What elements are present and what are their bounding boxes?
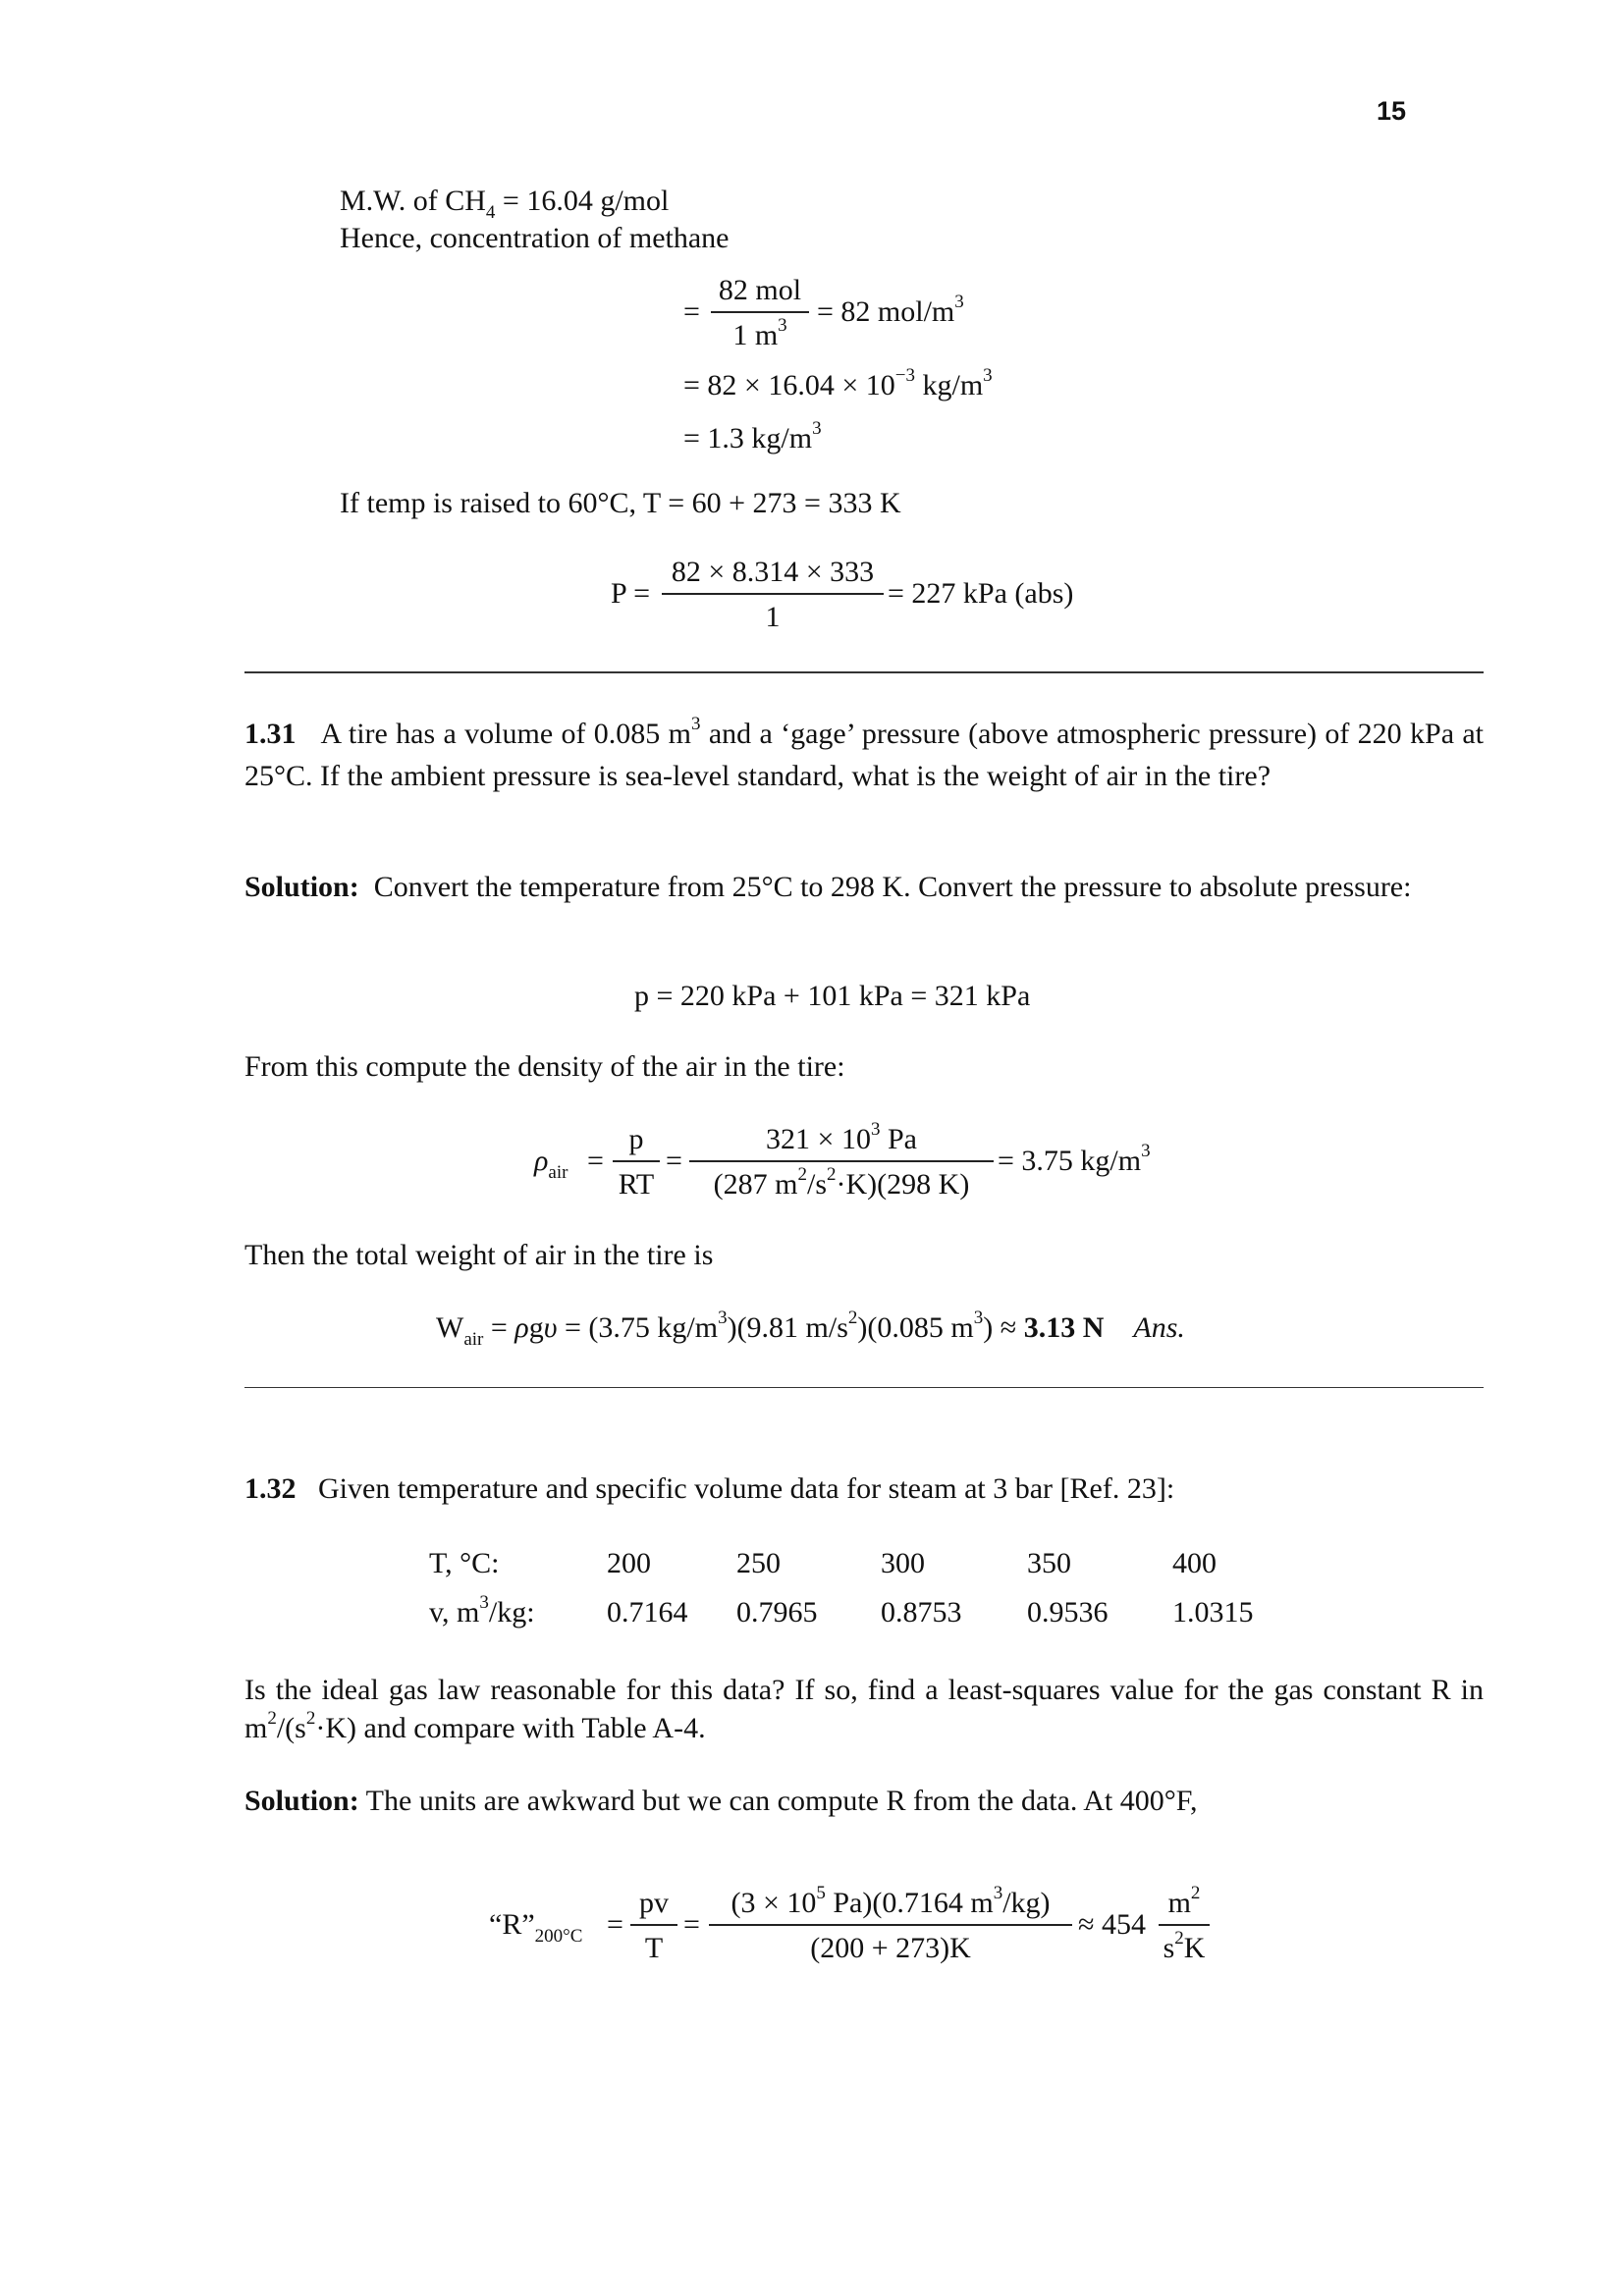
eq1-fraction: [711, 276, 809, 350]
problem-1-32-question: Is the ideal gas law reasonable for this data? If so, find a least-squares value for the gas constant R in $m^2/(s^2\cdot K)$ and compare with Table A-4.: [244, 1674, 1484, 1744]
density-intro: From this compute the density of the air in the tire:: [244, 1050, 845, 1083]
eq1-equals: =: [683, 295, 700, 328]
divider-2: [244, 1387, 1484, 1388]
problem-1-31-number: 1.31: [244, 718, 297, 750]
weight-equation: $W_{air} = \rho g\upsilon = (3.75$ $kg/m^3)(9.81$ $m/s^2)(0.085$ $m^3) \approx 3.13$ N Ans.: [436, 1308, 1185, 1350]
pressure-numerator: 82 × 8.314 × 333: [671, 556, 875, 588]
hence-line: Hence, concentration of methane: [340, 222, 730, 254]
table-row2-label: v, $m^3/kg$:: [429, 1592, 535, 1629]
pressure-fraction-bar: [662, 593, 884, 595]
eq1-denominator: 1 $m^3$: [732, 315, 787, 351]
eq1-rhs: = 82 mol/$m^3$: [817, 292, 964, 328]
solution-label: Solution:: [244, 871, 359, 903]
eq1-fraction-bar: [711, 311, 809, 313]
problem-1-31-solution: Solution: Convert the temperature from 25°C to 298 K. Convert the pressure to absolute pressure:: [244, 871, 1412, 903]
eq2: = $82 \times 16.04 \times 10^{-3}$ $kg/m^3$: [683, 365, 993, 401]
r-unit-fraction: $m^2$ $s^2K$: [1159, 1889, 1210, 1963]
problem-1-31-statement: 1.31 A tire has a volume of 0.085 $m^3$ and a ‘gage’ pressure (above atmospheric pressure) of 220 kPa at 25°C. If the ambient pressure is sea-level standard, what is the weight of air in the tire?: [244, 714, 1484, 792]
solution-label: Solution:: [244, 1785, 359, 1817]
pressure-fraction: [662, 558, 884, 632]
page-number: 15: [1377, 96, 1407, 126]
eq3: = 1.3 $kg/m^3$: [683, 418, 822, 454]
weight-intro: Then the total weight of air in the tire is: [244, 1239, 714, 1271]
r-approx: ≈ 454: [1078, 1908, 1146, 1941]
molecular-weight-line: [340, 185, 670, 223]
table-row2-cell: 0.8753: [881, 1596, 962, 1629]
ans-label: Ans.: [1133, 1311, 1185, 1344]
problem-1-32-statement: 1.32 Given temperature and specific volume data for steam at 3 bar [Ref. 23]:: [244, 1472, 1175, 1505]
mw-sub: 4: [485, 202, 496, 223]
r-eq2: =: [683, 1908, 700, 1941]
table-row2-cell: 0.9536: [1027, 1596, 1109, 1629]
table-row2-cell: 0.7164: [607, 1596, 688, 1629]
weight-answer: 3.13 N: [1023, 1311, 1105, 1344]
rho-air: $\rho_{air}$: [534, 1145, 568, 1183]
pressure-lhs: P =: [611, 577, 650, 610]
mw-prefix: M.W. of CH: [340, 185, 486, 217]
pressure-denominator: 1: [765, 601, 781, 633]
pressure-rhs: = 227 kPa (abs): [888, 577, 1074, 610]
temperature-line: If temp is raised to 60°C, T = 60 + 273 = 333 K: [340, 487, 901, 519]
absolute-pressure-equation: p = 220 kPa + 101 kPa = 321 kPa: [634, 980, 1031, 1012]
r-eq1: =: [607, 1908, 623, 1941]
table-row1-cell: 300: [881, 1547, 925, 1579]
table-row2-cell: 1.0315: [1172, 1596, 1254, 1629]
table-row1-label: T, °C:: [429, 1547, 500, 1579]
eq1-numerator: 82 mol: [718, 274, 802, 306]
r-fraction-1: pv T: [630, 1889, 677, 1963]
rho-rhs: = 3.75 $kg/m^3$: [998, 1141, 1151, 1177]
divider-1: [244, 671, 1484, 673]
r-lhs: “$R”_{200^\circ C}$: [489, 1908, 583, 1947]
rho-fraction-1: p RT: [613, 1125, 660, 1200]
rho-eq2: =: [666, 1145, 682, 1177]
table-row1-cell: 400: [1172, 1547, 1217, 1579]
mw-suffix: = 16.04 g/mol: [495, 185, 670, 217]
table-row1-cell: 350: [1027, 1547, 1071, 1579]
rho-fraction-2: $321 \times 10^3$ Pa (287 $m^2/s^2\cdot K)(298$ K): [689, 1125, 994, 1200]
r-fraction-2: ($3 \times 10^5$ Pa)(0.7164 $m^3/kg$) (200 + 273)K: [709, 1889, 1072, 1963]
table-row2-cell: 0.7965: [736, 1596, 818, 1629]
problem-1-32-solution: Solution: The units are awkward but we can compute R from the data. At 400°F,: [244, 1785, 1198, 1817]
problem-1-32-number: 1.32: [244, 1472, 297, 1505]
table-row1-cell: 250: [736, 1547, 781, 1579]
rho-eq1: =: [587, 1145, 604, 1177]
table-row1-cell: 200: [607, 1547, 651, 1579]
